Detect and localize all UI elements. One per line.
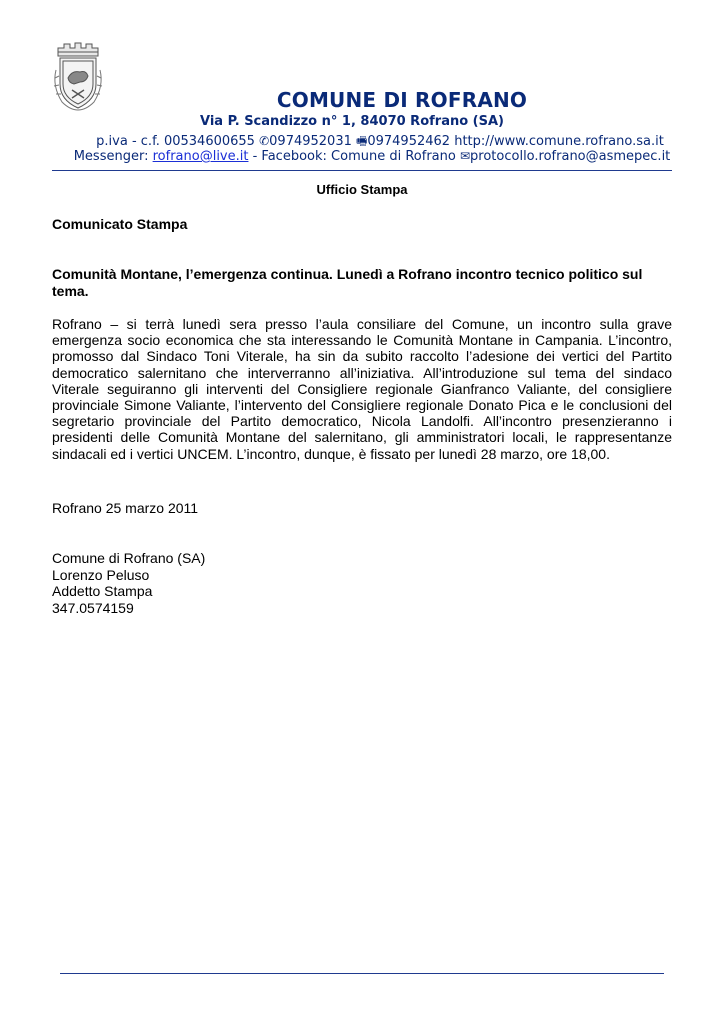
document-type: Comunicato Stampa xyxy=(52,216,188,232)
phone-number: 0974952031 xyxy=(269,134,352,149)
org-name: COMUNE DI ROFRANO xyxy=(276,88,528,112)
footer-divider xyxy=(60,973,664,974)
fax-icon: 🖷 xyxy=(356,134,368,148)
signature-org: Comune di Rofrano (SA) xyxy=(52,550,206,566)
piva-value: 00534600655 xyxy=(163,134,255,149)
fax-number: 0974952462 xyxy=(367,134,451,149)
signature-block xyxy=(52,550,205,616)
pec-email[interactable]: protocollo.rofrano@asmepec.it xyxy=(470,149,671,164)
social-line xyxy=(42,149,702,164)
date-line: Rofrano 25 marzo 2011 xyxy=(52,500,199,516)
website-link[interactable]: http://www.comune.rofrano.sa.it xyxy=(454,134,664,149)
signature-role: Addetto Stampa xyxy=(52,583,153,599)
press-release-headline: Comunità Montane, l’emergenza continua. Lunedì a Rofrano incontro tecnico politico sul tema. xyxy=(52,266,643,299)
envelope-icon: ✉ xyxy=(459,149,471,163)
org-address: Via P. Scandizzo n° 1, 84070 Rofrano (SA) xyxy=(200,114,504,129)
signature-name: Lorenzo Peluso xyxy=(52,566,150,583)
piva-label: p.iva - c.f. xyxy=(96,134,160,149)
office-title: Ufficio Stampa xyxy=(316,182,408,197)
facebook-label: - Facebook: xyxy=(252,149,327,164)
facebook-link[interactable]: Comune di Rofrano xyxy=(331,149,456,164)
phone-icon: ✆ xyxy=(259,134,270,148)
press-release-body: Rofrano – si terrà lunedì sera presso l’aula consiliare del Comune, un incontro sulla grave emergenza socio economica che sta interessando le Comunità Montane in Campania. L’incontro, promosso dal Sindaco Toni Viterale, ha sin da subito raccolto l’adesione dei vertici del Partito democratico salernitano che interverranno all’iniziativa. All’introduzione sul tema del sindaco Viterale seguiranno gli interventi del Consigliere regionale Gianfranco Valiante, del consigliere provinciale Simone Valiante, l’intervento del Consigliere regionale Donato Pica e le conclusioni del segretario provinciale del Partito democratico, Nicola Landolfi. All’incontro presenzieranno i presidenti delle Comunità Montane del salernitano, gli amministratori locali, le rappresentanze sindacali ed i vertici UNCEM. L’incontro, dunque, è fissato per lunedì 28 marzo, ore 18,00. xyxy=(52,316,672,462)
header-divider xyxy=(52,170,672,171)
messenger-link[interactable]: rofrano@live.it xyxy=(152,149,249,164)
messenger-label: Messenger: xyxy=(73,149,149,164)
signature-phone: 347.0574159 xyxy=(52,599,134,616)
